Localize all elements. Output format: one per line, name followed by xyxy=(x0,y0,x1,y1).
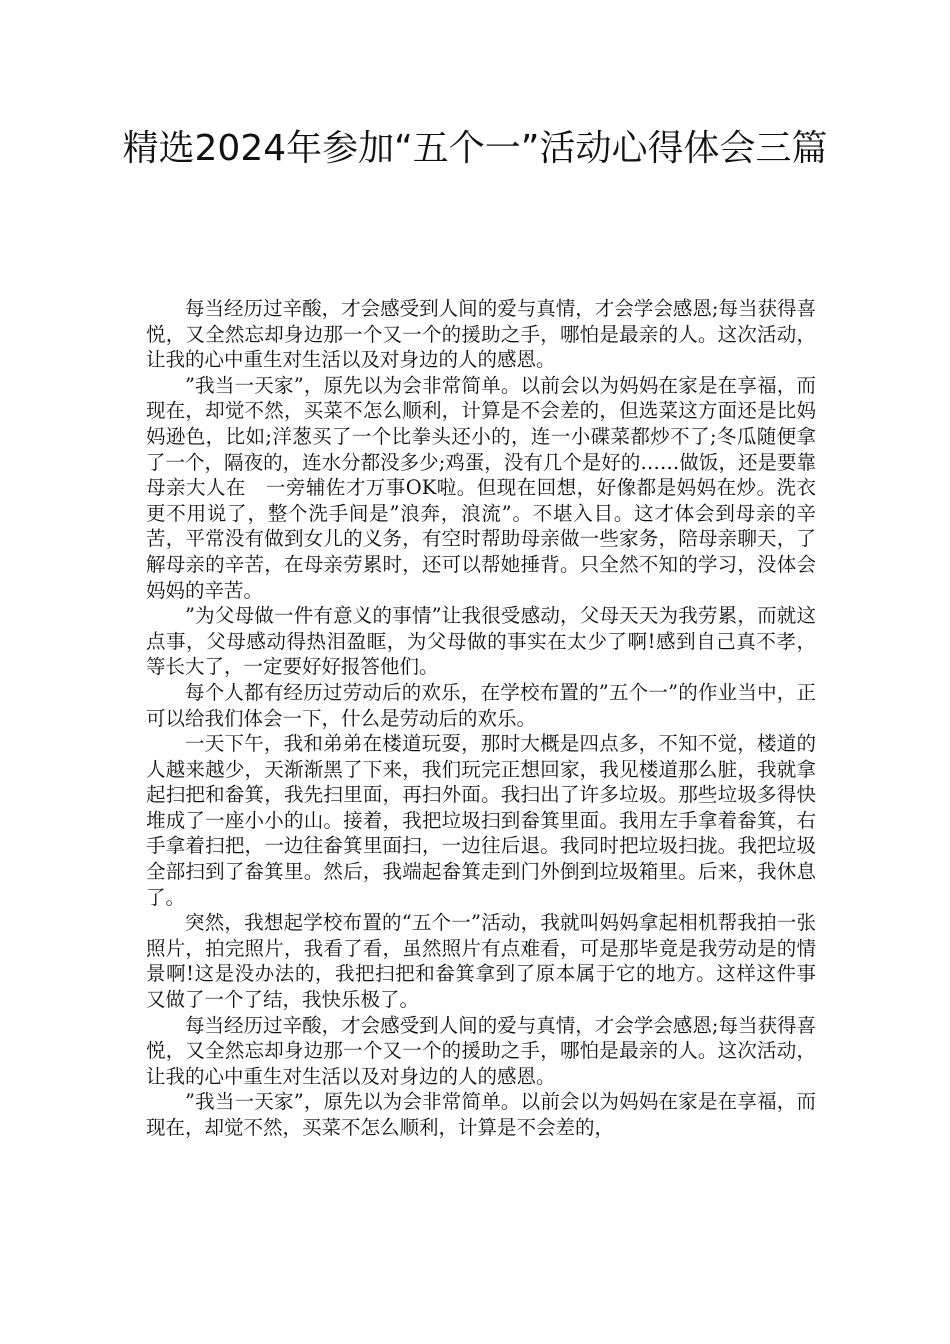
paragraph: 每个人都有经历过劳动后的欢乐，在学校布置的”五个一”的作业当中，正可以给我们体会一下，什么是劳动后的欢乐。 xyxy=(146,680,816,730)
document-title: 精选2024年参加“五个一”活动心得体会三篇 xyxy=(122,128,828,169)
paragraph: 一天下午，我和弟弟在楼道玩耍，那时大概是四点多，不知不觉，楼道的人越来越少，天渐渐黑了下来，我们玩完正想回家，我见楼道那么脏，我就拿起扫把和畚箕，我先扫里面，再扫外面。我扫出了许多垃圾。那些垃圾多得快堆成了一座小小的山。接着，我把垃圾扫到畚箕里面。我用左手拿着畚箕，右手拿着扫把，一边往畚箕里面扫，一边往后退。我同时把垃圾扫拢。我把垃圾全部扫到了畚箕里。然后，我端起畚箕走到门外倒到垃圾箱里。后来，我休息了。 xyxy=(146,732,816,909)
paragraph: 每当经历过辛酸，才会感受到人间的爱与真情，才会学会感恩;每当获得喜悦，又全然忘却身边那一个又一个的援助之手，哪怕是最亲的人。这次活动，让我的心中重生对生活以及对身边的人的感恩。 xyxy=(146,297,816,372)
paragraph: ”为父母做一件有意义的事情”让我很受感动，父母天天为我劳累，而就这点事，父母感动得热泪盈眶，为父母做的事实在太少了啊!感到自己真不孝，等长大了，一定要好好报答他们。 xyxy=(146,604,816,679)
paragraph: 每当经历过辛酸，才会感受到人间的爱与真情，才会学会感恩;每当获得喜悦，又全然忘却身边那一个又一个的援助之手，哪怕是最亲的人。这次活动，让我的心中重生对生活以及对身边的人的感恩。 xyxy=(146,1013,816,1088)
document-body xyxy=(146,296,816,1141)
paragraph: ”我当一天家”，原先以为会非常简单。以前会以为妈妈在家是在享福，而现在，却觉不然，买菜不怎么顺利，计算是不会差的， xyxy=(146,1090,816,1139)
paragraph: ”我当一天家”，原先以为会非常简单。以前会以为妈妈在家是在享福，而现在，却觉不然，买菜不怎么顺利，计算是不会差的，但选菜这方面还是比妈妈逊色，比如;洋葱买了一个比拳头还小的，连一小碟菜都炒不了;冬瓜随便拿了一个，隔夜的，连水分都没多少;鸡蛋，没有几个是好的……做饭，还是要靠母亲大人在 一旁辅佐才万事OK啦。但现在回想，好像都是妈妈在炒。洗衣更不用说了，整个洗手间是”浪奔，浪流”。不堪入目。这才体会到母亲的辛苦，平常没有做到女儿的义务，有空时帮助母亲做一些家务，陪母亲聊天，了解母亲的辛苦，在母亲劳累时，还可以帮她捶背。只全然不知的学习，没体会妈妈的辛苦。 xyxy=(146,373,816,602)
paragraph: 突然，我想起学校布置的“五个一”活动，我就叫妈妈拿起相机帮我拍一张照片，拍完照片，我看了看，虽然照片有点难看，可是那毕竟是我劳动是的情景啊!这是没办法的，我把扫把和畚箕拿到了原本属于它的地方。这样这件事又做了一个了结，我快乐极了。 xyxy=(146,911,816,1012)
